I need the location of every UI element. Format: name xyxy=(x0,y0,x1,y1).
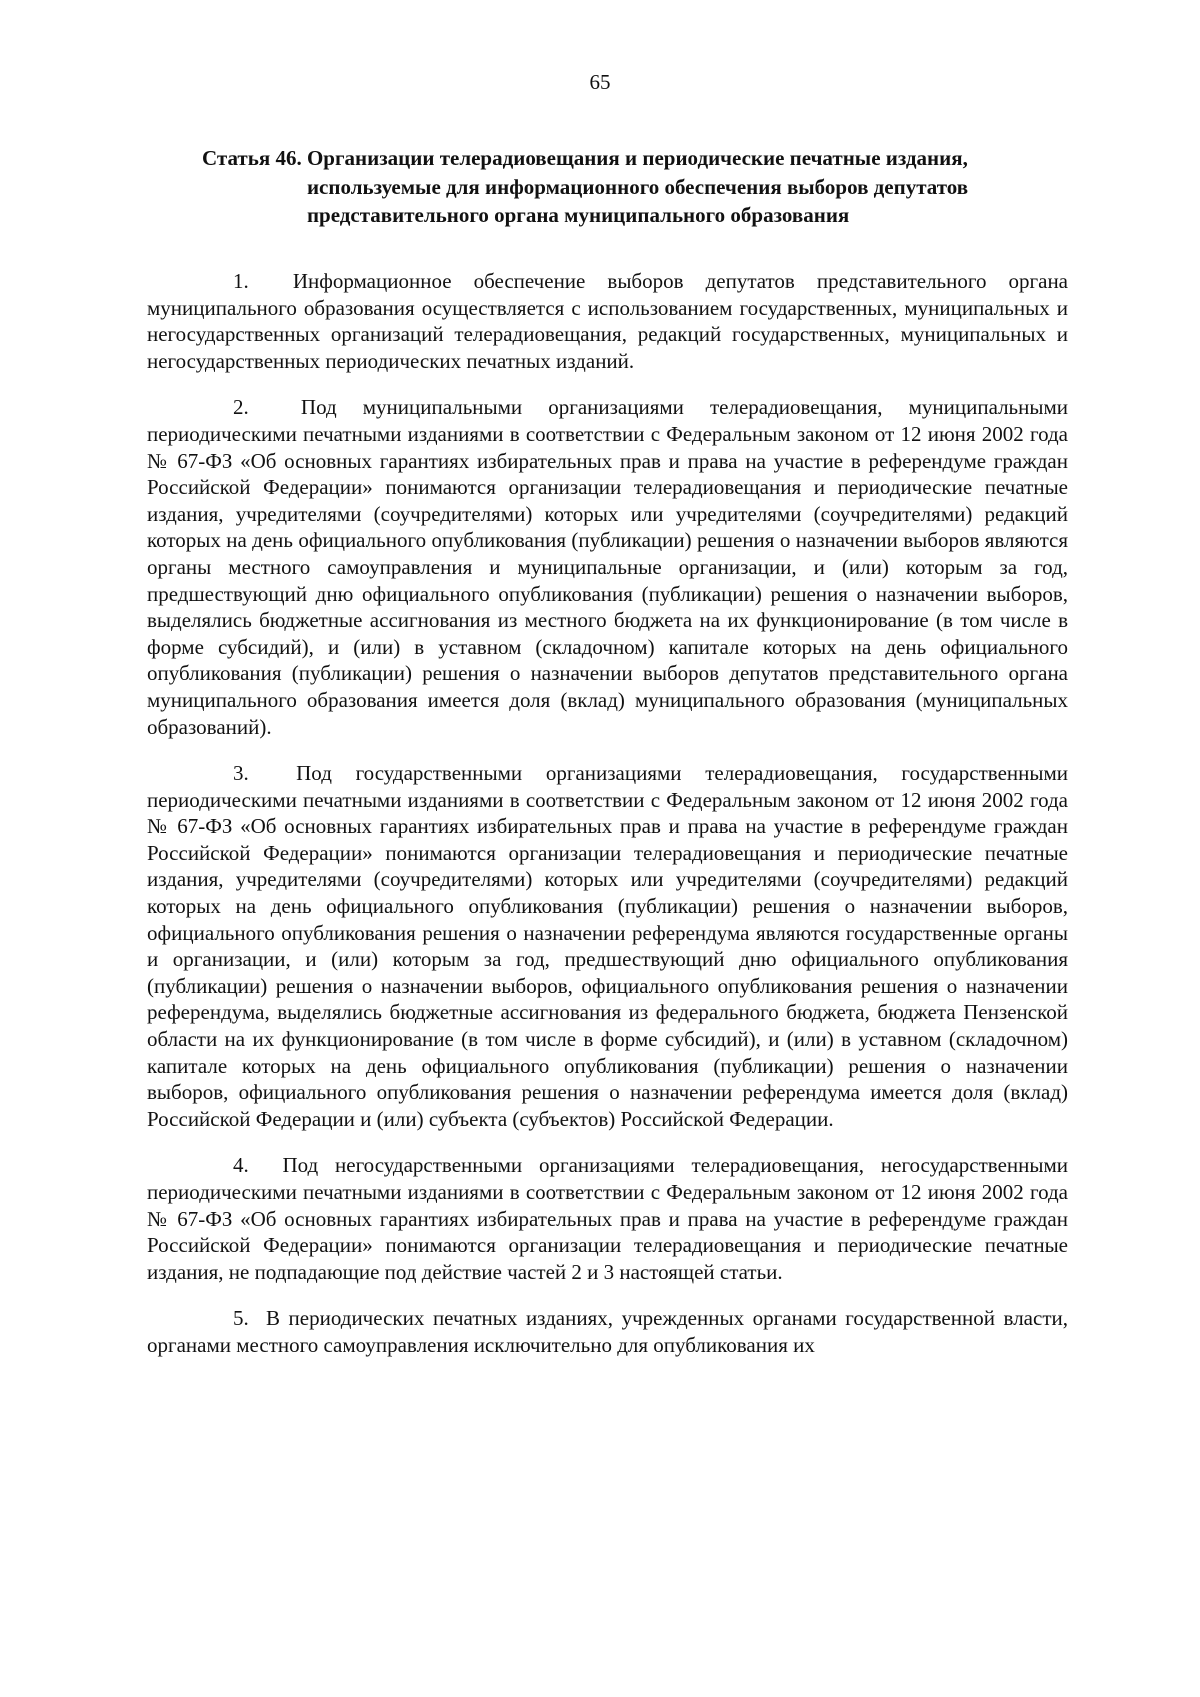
article-heading xyxy=(202,144,1062,230)
paragraph-5 xyxy=(147,1305,1068,1358)
article-title: Организации телерадиовещания и периодические печатные издания, используемые для информационного обеспечения выборов депутатов представительного органа муниципального образования xyxy=(306,146,969,227)
paragraph-number: 5. xyxy=(233,1306,266,1331)
paragraph-number: 2. xyxy=(233,395,301,420)
paragraph-2 xyxy=(147,394,1068,740)
paragraph-4 xyxy=(147,1152,1068,1285)
paragraph-1 xyxy=(147,268,1068,374)
paragraph-text: Под негосударственными организациями телерадиовещания, негосударственными периодическими печатными изданиями в соответствии с Федеральным законом от 12 июня 2002 года № 67-ФЗ «Об основных гарантиях избирательных прав и права на участие в референдуме граждан Российской Федерации» понимаются организации телерадиовещания и периодические печатные издания, не подпадающие под действие частей 2 и 3 настоящей статьи. xyxy=(147,1153,1069,1284)
paragraph-text: Информационное обеспечение выборов депутатов представительного органа муниципального образования осуществляется с использованием государственных, муниципальных и негосударственных организаций телерадиовещания, редакций государственных, муниципальных и негосударственных периодических печатных изданий. xyxy=(147,269,1069,373)
article-label: Статья 46. xyxy=(202,146,307,170)
paragraph-text: Под государственными организациями телерадиовещания, государственными периодическими печатными изданиями в соответствии с Федеральным законом от 12 июня 2002 года № 67-ФЗ «Об основных гарантиях избирательных прав и права на участие в референдуме граждан Российской Федерации» понимаются организации телерадиовещания и периодические печатные издания, учредителями (соучредителями) которых или учредителями (соучредителями) редакций которых на день официального опубликования (публикации) решения о назначении выборов, официального опубликования решения о назначении референдума являются государственные органы и организации, и (или) которым за год, предшествующий дню официального опубликования (публикации) решения о назначении выборов, официального опубликования решения о назначении референдума, выделялись бюджетные ассигнования из федерального бюджета, бюджета Пензенской области на их функционирование (в том числе в форме субсидий), и (или) в уставном (складочном) капитале которых на день официального опубликования (публикации) решения о назначении выборов, официального опубликования решения о назначении референдума имеется доля (вклад) Российской Федерации и (или) субъекта (субъектов) Российской Федерации. xyxy=(147,761,1068,1131)
paragraph-3 xyxy=(147,760,1068,1132)
paragraph-text: Под муниципальными организациями телерадиовещания, муниципальными периодическими печатными изданиями в соответствии с Федеральным законом от 12 июня 2002 года № 67-ФЗ «Об основных гарантиях избирательных прав и права на участие в референдуме граждан Российской Федерации» понимаются организации телерадиовещания и периодические печатные издания, учредителями (соучредителями) которых или учредителями (соучредителями) редакций которых на день официального опубликования (публикации) решения о назначении выборов являются органы местного самоуправления и муниципальные организации, и (или) которым за год, предшествующий дню официального опубликования (публикации) решения о назначении выборов, выделялись бюджетные ассигнования из местного бюджета на их функционирование (в том числе в форме субсидий), и (или) в уставном (складочном) капитале которых на день официального опубликования (публикации) решения о назначении выборов депутатов представительного органа муниципального образования имеется доля (вклад) муниципального образования (муниципальных образований). xyxy=(147,395,1069,739)
article-body xyxy=(147,268,1068,1379)
paragraph-number: 3. xyxy=(233,761,297,786)
paragraph-text: В периодических печатных изданиях, учрежденных органами государственной власти, органами местного самоуправления исключительно для опубликования их xyxy=(147,1306,1068,1357)
paragraph-number: 1. xyxy=(233,269,293,293)
paragraph-number: 4. xyxy=(233,1153,283,1178)
page-number: 65 xyxy=(589,70,611,94)
